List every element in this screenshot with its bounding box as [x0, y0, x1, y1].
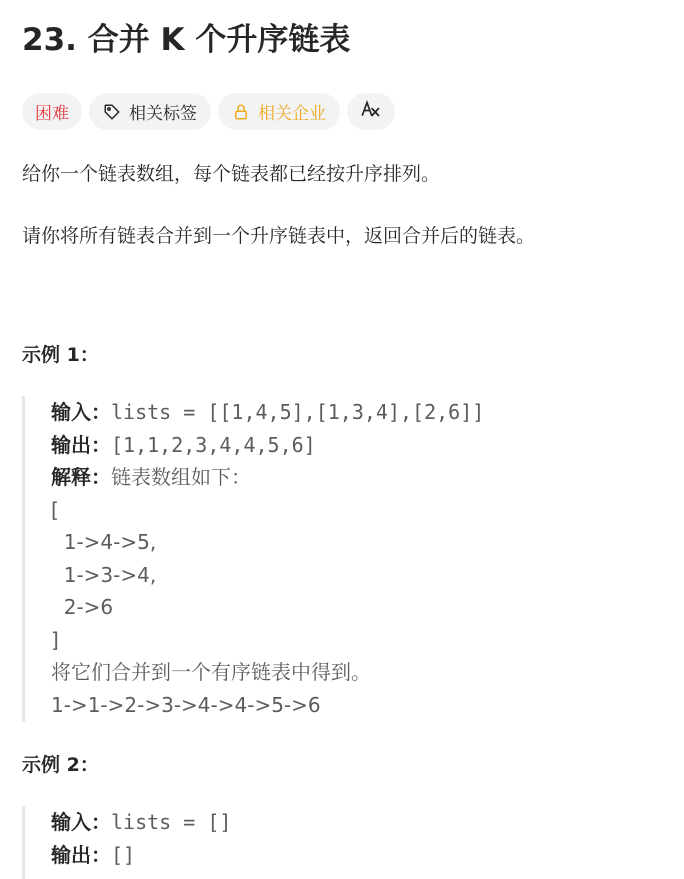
output-value: [1,1,2,3,4,4,5,6] — [111, 432, 316, 457]
input-value: lists = [[1,4,5],[1,3,4],[2,6]] — [111, 400, 485, 424]
related-companies-button[interactable] — [218, 93, 340, 130]
example-1-block — [22, 396, 484, 722]
input-label: 输入： — [51, 400, 111, 424]
example-1-heading: 示例 1： — [22, 344, 99, 366]
lock-icon — [232, 103, 250, 121]
merge-text: 将它们合并到一个有序链表中得到。 — [51, 660, 371, 684]
example-2-block — [22, 806, 231, 879]
example-2-input-line — [51, 806, 231, 839]
tag-row — [22, 93, 395, 130]
explain-value: 链表数组如下： — [111, 465, 251, 489]
input-label: 输入： — [51, 810, 111, 834]
output-value: [] — [111, 842, 136, 867]
explain-list-line: 1->4->5, — [51, 530, 157, 554]
output-label: 输出： — [51, 842, 111, 867]
related-topics-label: 相关标签 — [129, 104, 197, 124]
example-2-output-line — [51, 839, 231, 872]
difficulty-label: 困难 — [35, 104, 69, 124]
description-paragraph-1: 给你一个链表数组，每个链表都已经按升序排列。 — [22, 163, 441, 185]
example-2-heading: 示例 2： — [22, 754, 99, 776]
explain-list-line: 2->6 — [51, 595, 114, 619]
example-1-output-line — [51, 429, 484, 462]
explain-list-line: ] — [51, 627, 59, 652]
example-1-input-line — [51, 396, 484, 429]
related-topics-button[interactable] — [89, 93, 211, 130]
example-1-explain-line — [51, 461, 484, 494]
input-value: lists = [] — [111, 810, 232, 834]
problem-title: 23. 合并 K 个升序链表 — [22, 22, 351, 58]
translate-icon — [361, 100, 381, 123]
tag-icon — [103, 103, 121, 121]
translate-button[interactable] — [347, 93, 395, 130]
description-paragraph-2: 请你将所有链表合并到一个升序链表中，返回合并后的链表。 — [22, 225, 536, 247]
related-companies-label: 相关企业 — [258, 104, 326, 124]
explain-list-line: [ — [51, 497, 59, 522]
difficulty-badge[interactable] — [22, 93, 82, 130]
merge-result: 1->1->2->3->4->4->5->6 — [51, 692, 321, 717]
output-label: 输出： — [51, 432, 111, 457]
explain-list-line: 1->3->4, — [51, 562, 157, 587]
explain-label: 解释： — [51, 465, 111, 489]
